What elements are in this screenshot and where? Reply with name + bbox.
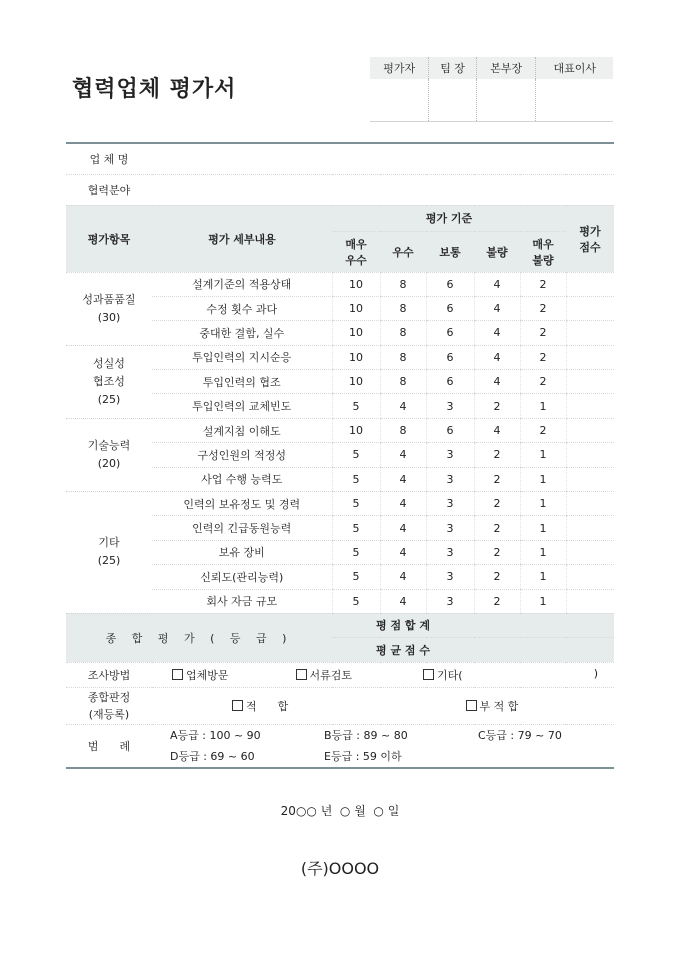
legend-label: 범 례 (66, 724, 152, 768)
grade-header (474, 231, 520, 272)
score-option[interactable]: 2 (474, 394, 520, 418)
criteria-label: 투입인력의 협조 (152, 370, 332, 394)
score-input[interactable] (566, 272, 614, 296)
total-score-label: 평 점 합 계 (332, 613, 474, 637)
score-option[interactable]: 6 (426, 418, 474, 442)
criteria-label: 투입인력의 교체빈도 (152, 394, 332, 418)
criteria-label: 인력의 긴급동원능력 (152, 516, 332, 540)
approval-role: 대표이사 (536, 57, 613, 79)
score-option[interactable]: 6 (426, 370, 474, 394)
score-option[interactable]: 5 (332, 565, 380, 589)
score-option[interactable]: 4 (474, 418, 520, 442)
criteria-label: 회사 자금 규모 (152, 589, 332, 613)
score-input[interactable] (566, 321, 614, 345)
judgment-options (152, 687, 614, 724)
score-option[interactable]: 2 (520, 345, 566, 369)
criteria-row (66, 418, 614, 442)
category-label-line: (25) (97, 554, 121, 568)
score-option[interactable]: 4 (380, 492, 426, 516)
evaluation-table (66, 142, 614, 769)
score-option[interactable]: 2 (520, 272, 566, 296)
checkbox-icon (466, 700, 477, 711)
signature-cell[interactable] (536, 79, 613, 122)
signature-cell[interactable] (476, 79, 536, 122)
approval-role: 평가자 (370, 57, 429, 79)
score-option[interactable]: 10 (332, 345, 380, 369)
score-option[interactable]: 5 (332, 443, 380, 467)
score-option[interactable]: 10 (332, 418, 380, 442)
score-input[interactable] (566, 492, 614, 516)
score-input[interactable] (566, 345, 614, 369)
total-score-value[interactable] (474, 613, 614, 637)
score-input[interactable] (566, 443, 614, 467)
grade-header-line: 매우 (532, 237, 554, 251)
legend-grade-e: E등급 : 59 이하 (324, 749, 402, 763)
method-other-close: ) (593, 666, 598, 680)
score-option[interactable]: 3 (426, 443, 474, 467)
score-option[interactable]: 1 (520, 589, 566, 613)
grade-header-line: 불량 (532, 253, 554, 267)
option-label: 서류검토 (309, 668, 353, 682)
score-option[interactable]: 4 (380, 467, 426, 491)
approval-box (370, 57, 613, 122)
score-option[interactable]: 3 (426, 492, 474, 516)
score-option[interactable]: 2 (474, 492, 520, 516)
score-option[interactable]: 5 (332, 540, 380, 564)
score-input[interactable] (566, 394, 614, 418)
criteria-label: 구성인원의 적정성 (152, 443, 332, 467)
header-score (566, 205, 614, 272)
method-options (152, 662, 614, 687)
score-option[interactable]: 1 (520, 540, 566, 564)
company-signature: (주)OOOO (300, 859, 380, 878)
score-option[interactable]: 1 (520, 492, 566, 516)
approval-role: 팀 장 (429, 57, 476, 79)
criteria-row (66, 272, 614, 296)
method-visit-option[interactable] (172, 667, 292, 683)
category-label-line: 성실성 (93, 356, 125, 370)
score-option[interactable]: 10 (332, 370, 380, 394)
score-option[interactable]: 3 (426, 540, 474, 564)
score-option[interactable]: 1 (520, 516, 566, 540)
method-other-option[interactable] (423, 669, 463, 682)
criteria-row (66, 492, 614, 516)
grade-header (426, 231, 474, 272)
signature-cell[interactable] (429, 79, 476, 122)
score-input[interactable] (566, 589, 614, 613)
score-option[interactable]: 1 (520, 565, 566, 589)
judgment-label (66, 687, 152, 724)
criteria-label: 사업 수행 능력도 (152, 467, 332, 491)
document-date: 20○○ 년 ○ 월 ○ 일 (280, 804, 400, 818)
score-input[interactable] (566, 370, 614, 394)
category-label-line: 기술능력 (87, 438, 131, 452)
score-option[interactable]: 2 (520, 321, 566, 345)
score-option[interactable]: 3 (426, 565, 474, 589)
score-option[interactable]: 2 (520, 296, 566, 320)
checkbox-icon (423, 669, 434, 680)
score-option[interactable]: 2 (474, 443, 520, 467)
grade-header-line: 보통 (439, 245, 461, 259)
score-option[interactable]: 5 (332, 467, 380, 491)
score-input[interactable] (566, 418, 614, 442)
header-detail: 평가 세부내용 (152, 205, 332, 272)
document-title: 협력업체 평가서 (72, 77, 237, 102)
business-field-input[interactable] (152, 174, 614, 205)
score-option[interactable]: 6 (426, 321, 474, 345)
criteria-row (66, 345, 614, 369)
score-option[interactable]: 4 (380, 394, 426, 418)
score-option[interactable]: 4 (474, 272, 520, 296)
score-option[interactable]: 4 (474, 296, 520, 320)
legend-line (152, 725, 614, 746)
score-option[interactable]: 3 (426, 467, 474, 491)
category-label (66, 345, 152, 418)
criteria-label: 수정 횟수 과다 (152, 296, 332, 320)
score-option[interactable]: 1 (520, 467, 566, 491)
score-option[interactable]: 4 (380, 540, 426, 564)
category-label (66, 492, 152, 614)
score-option[interactable]: 4 (380, 516, 426, 540)
criteria-body (66, 272, 614, 613)
checkbox-icon (232, 700, 243, 711)
score-option[interactable]: 8 (380, 418, 426, 442)
category-label (66, 272, 152, 345)
score-option[interactable]: 10 (332, 296, 380, 320)
score-option[interactable]: 2 (474, 467, 520, 491)
score-option[interactable]: 6 (426, 296, 474, 320)
grade-header-line: 우수 (392, 245, 414, 259)
score-input[interactable] (566, 296, 614, 320)
option-label: 기타( (437, 668, 463, 682)
score-option[interactable]: 10 (332, 272, 380, 296)
summary-label: 종 합 평 가 ( 등 급 ) (66, 613, 332, 662)
criteria-label: 설계기준의 적용상태 (152, 272, 332, 296)
checkbox-icon (296, 669, 307, 680)
average-score-label: 평 균 점 수 (332, 637, 474, 662)
header-criteria: 평가 기준 (332, 205, 566, 231)
score-option[interactable]: 4 (380, 443, 426, 467)
score-option[interactable]: 2 (520, 418, 566, 442)
score-option[interactable]: 1 (520, 394, 566, 418)
criteria-label: 설계지침 이해도 (152, 418, 332, 442)
header-score-line: 평가 (579, 224, 601, 238)
category-label-line: (20) (97, 456, 121, 470)
grade-header (332, 231, 380, 272)
method-document-option[interactable] (296, 667, 420, 683)
signature-cell[interactable] (370, 79, 429, 122)
criteria-label: 인력의 보유정도 및 경력 (152, 492, 332, 516)
score-input[interactable] (566, 540, 614, 564)
business-field-label: 협력분야 (66, 174, 152, 205)
legend-grade-c: C등급 : 79 ~ 70 (478, 728, 562, 742)
score-option[interactable]: 6 (426, 345, 474, 369)
score-option[interactable]: 5 (332, 516, 380, 540)
grade-header-line: 매우 (345, 237, 367, 251)
grade-header (520, 231, 566, 272)
score-option[interactable]: 5 (332, 492, 380, 516)
score-option[interactable]: 3 (426, 589, 474, 613)
score-option[interactable]: 8 (380, 296, 426, 320)
grade-header-line: 우수 (345, 253, 367, 267)
score-option[interactable]: 5 (332, 589, 380, 613)
score-input[interactable] (566, 565, 614, 589)
judgment-fit-option[interactable] (232, 698, 462, 714)
header-item: 평가항목 (66, 205, 152, 272)
category-label-line: 협조성 (93, 374, 125, 388)
score-option[interactable]: 4 (474, 321, 520, 345)
legend-line (152, 746, 614, 767)
score-option[interactable]: 10 (332, 321, 380, 345)
score-option[interactable]: 8 (380, 345, 426, 369)
score-option[interactable]: 2 (474, 589, 520, 613)
judgment-label-line: 종합판정 (87, 690, 131, 704)
approval-role: 본부장 (476, 57, 536, 79)
score-option[interactable]: 2 (474, 540, 520, 564)
score-input[interactable] (566, 516, 614, 540)
score-option[interactable]: 5 (332, 394, 380, 418)
score-option[interactable]: 4 (474, 370, 520, 394)
option-label: 적 합 (246, 699, 289, 713)
grade-header (380, 231, 426, 272)
score-option[interactable]: 3 (426, 394, 474, 418)
category-label-line: (30) (97, 310, 121, 324)
judgment-unfit-option[interactable] (466, 700, 519, 713)
category-label-line: 성과품품질 (82, 292, 136, 306)
judgment-label-line: (재등록) (88, 707, 130, 721)
legend-grade-d: D등급 : 69 ~ 60 (170, 749, 255, 763)
company-name-field[interactable] (152, 143, 614, 174)
criteria-label: 중대한 결함, 실수 (152, 321, 332, 345)
criteria-label: 보유 장비 (152, 540, 332, 564)
score-input[interactable] (566, 467, 614, 491)
category-label-line: (25) (97, 392, 121, 406)
category-label (66, 418, 152, 491)
criteria-label: 신뢰도(관리능력) (152, 565, 332, 589)
checkbox-icon (172, 669, 183, 680)
score-option[interactable]: 2 (474, 565, 520, 589)
average-score-value[interactable] (474, 637, 614, 662)
grade-header-line: 불량 (486, 245, 508, 259)
score-option[interactable]: 1 (520, 443, 566, 467)
score-option[interactable]: 6 (426, 272, 474, 296)
category-label-line: 기타 (98, 536, 120, 550)
legend-grade-a: A등급 : 100 ~ 90 (170, 728, 261, 742)
company-name-label: 업 체 명 (66, 143, 152, 174)
score-option[interactable]: 4 (380, 589, 426, 613)
option-label: 부 적 합 (479, 699, 519, 713)
criteria-label: 투입인력의 지시순응 (152, 345, 332, 369)
score-option[interactable]: 3 (426, 516, 474, 540)
score-option[interactable]: 4 (380, 565, 426, 589)
score-option[interactable]: 2 (474, 516, 520, 540)
method-label: 조사방법 (66, 662, 152, 687)
option-label: 업체방문 (186, 668, 229, 682)
legend-grades (152, 724, 614, 768)
score-option[interactable]: 8 (380, 272, 426, 296)
header-score-line: 점수 (579, 240, 601, 254)
score-option[interactable]: 8 (380, 370, 426, 394)
score-option[interactable]: 8 (380, 321, 426, 345)
legend-grade-b: B등급 : 89 ~ 80 (324, 728, 408, 742)
score-option[interactable]: 2 (520, 370, 566, 394)
score-option[interactable]: 4 (474, 345, 520, 369)
